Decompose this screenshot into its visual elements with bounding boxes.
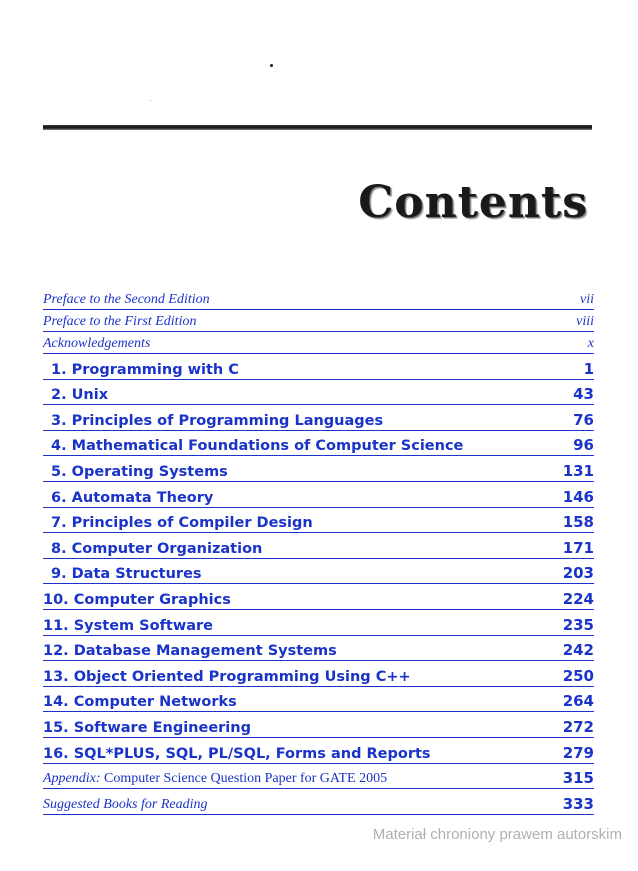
toc-chapter-page: 76 <box>573 410 594 429</box>
toc-chapter-12[interactable] <box>43 636 594 662</box>
toc-chapter-3[interactable] <box>43 405 594 431</box>
scan-speck <box>270 64 273 67</box>
toc-chapter-9[interactable] <box>43 559 594 585</box>
toc-chapter-title: 13. Object Oriented Programming Using C++ <box>43 668 411 685</box>
toc-chapter-page: 1 <box>583 359 594 378</box>
toc-entry-title: Preface to the First Edition <box>43 314 197 329</box>
toc-entry-acknowledgements[interactable] <box>43 332 594 354</box>
appendix-title: Computer Science Question Paper for GATE 2005 <box>100 771 388 787</box>
toc-chapter-title: 3. Principles of Programming Languages <box>51 412 384 429</box>
toc-entry-title: Suggested Books for Reading <box>43 796 208 812</box>
toc-chapter-page: 235 <box>562 615 594 634</box>
toc-chapter-page: 203 <box>562 564 594 583</box>
title-rule <box>43 125 592 130</box>
toc-entry-title: Acknowledgements <box>43 336 151 351</box>
toc-entry-page: 315 <box>562 769 594 788</box>
toc-entry-title <box>43 771 387 787</box>
toc-chapter-page: 250 <box>562 666 594 685</box>
toc-chapter-title: 14. Computer Networks <box>43 694 237 711</box>
toc-chapter-title: 16. SQL*PLUS, SQL, PL/SQL, Forms and Reports <box>43 745 431 762</box>
toc-chapter-7[interactable] <box>43 508 594 534</box>
toc-chapter-1[interactable] <box>43 354 594 380</box>
toc-chapter-page: 242 <box>562 641 594 660</box>
page-title: Contents <box>358 177 588 229</box>
toc-entry-page: 333 <box>562 794 594 813</box>
toc-entry-appendix[interactable] <box>43 764 594 790</box>
toc-entry-page: vii <box>580 292 594 307</box>
toc-entry-page: viii <box>576 314 594 329</box>
toc-chapter-page: 272 <box>562 717 594 736</box>
toc-chapter-title: 12. Database Management Systems <box>43 643 337 660</box>
toc-chapter-page: 96 <box>573 436 594 455</box>
toc-chapter-title: 5. Operating Systems <box>51 463 228 480</box>
toc-chapter-title: 6. Automata Theory <box>51 489 214 506</box>
toc-chapter-8[interactable] <box>43 533 594 559</box>
toc-chapter-title: 2. Unix <box>51 387 109 404</box>
toc-chapter-page: 158 <box>562 513 594 532</box>
toc-chapter-15[interactable] <box>43 712 594 738</box>
toc-chapter-title: 1. Programming with C <box>51 361 239 378</box>
toc-chapter-page: 224 <box>562 589 594 608</box>
toc-chapter-title: 10. Computer Graphics <box>43 591 231 608</box>
toc-chapter-2[interactable] <box>43 380 594 406</box>
toc-entry-title: Preface to the Second Edition <box>43 292 210 307</box>
toc-chapter-title: 4. Mathematical Foundations of Computer Science <box>51 438 464 455</box>
toc-chapter-11[interactable] <box>43 610 594 636</box>
toc-chapter-5[interactable] <box>43 456 594 482</box>
toc-chapter-16[interactable] <box>43 738 594 764</box>
toc-chapter-page: 146 <box>562 487 594 506</box>
toc-chapter-page: 264 <box>562 692 594 711</box>
toc-chapter-title: 9. Data Structures <box>51 566 202 583</box>
toc-chapter-page: 279 <box>562 743 594 762</box>
toc-chapter-title: 7. Principles of Compiler Design <box>51 515 313 532</box>
appendix-label: Appendix: <box>43 771 101 787</box>
toc-entry-page: x <box>587 336 594 351</box>
toc-chapter-14[interactable] <box>43 687 594 713</box>
toc-entry-preface-first[interactable] <box>43 310 594 332</box>
table-of-contents <box>43 288 594 815</box>
toc-chapter-6[interactable] <box>43 482 594 508</box>
scan-speck <box>150 100 151 101</box>
copyright-watermark: Materiał chroniony prawem autorskim <box>372 826 622 843</box>
toc-chapter-title: 11. System Software <box>43 617 213 634</box>
toc-chapter-4[interactable] <box>43 431 594 457</box>
toc-chapter-title: 15. Software Engineering <box>43 719 251 736</box>
toc-chapter-page: 171 <box>562 538 594 557</box>
toc-chapter-title: 8. Computer Organization <box>51 540 263 557</box>
toc-chapter-page: 131 <box>562 461 594 480</box>
toc-chapter-10[interactable] <box>43 584 594 610</box>
toc-entry-suggested-books[interactable] <box>43 789 594 815</box>
toc-entry-preface-second[interactable] <box>43 288 594 310</box>
toc-chapter-page: 43 <box>573 385 594 404</box>
toc-chapter-13[interactable] <box>43 661 594 687</box>
